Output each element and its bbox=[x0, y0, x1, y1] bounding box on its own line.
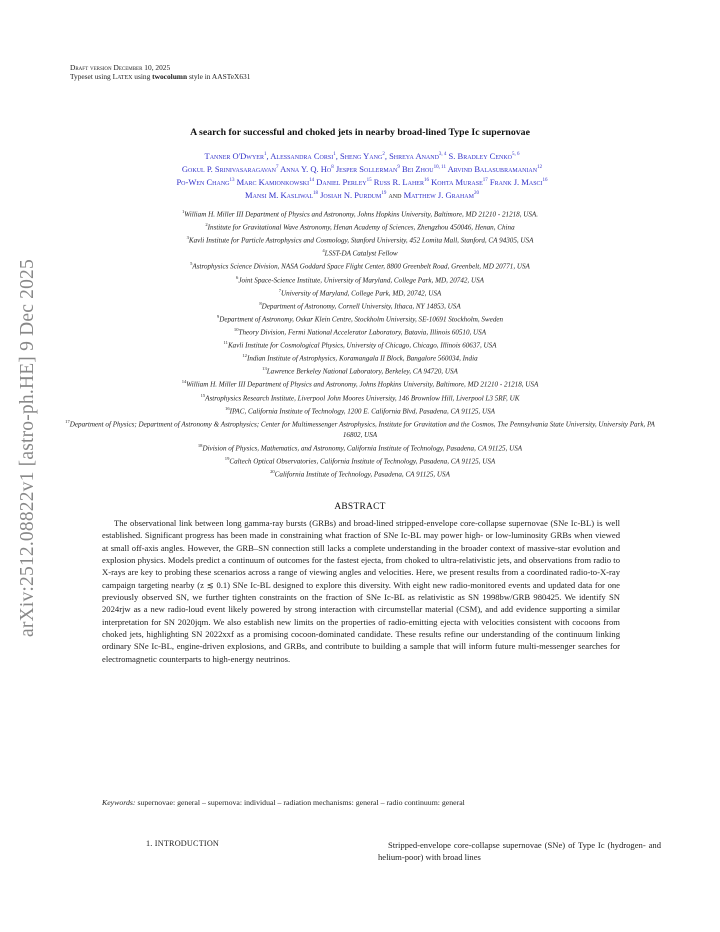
arxiv-sidebar bbox=[8, 238, 48, 658]
affiliation-text: Division of Physics, Mathematics, and Astronomy, California Institute of Technology, Pasadena, CA 91125, USA bbox=[202, 443, 523, 452]
author-affiliation-marker: 1 bbox=[333, 152, 336, 157]
author-affiliation-marker: 14 bbox=[309, 177, 315, 183]
affiliation-text: Kavli Institute for Cosmological Physics, University of Chicago, Chicago, Illinois 60637, USA bbox=[227, 341, 497, 350]
latex-logo: ATEX bbox=[117, 75, 133, 82]
affiliation-text: Department of Astronomy, Oskar Klein Centre, Stockholm University, SE-10691 Stockholm, Sweden bbox=[219, 315, 504, 324]
author-affiliation-marker: 17 bbox=[482, 177, 488, 183]
affiliation-number: 14 bbox=[181, 379, 187, 385]
affiliation bbox=[60, 207, 660, 220]
author-affiliation-marker: 12 bbox=[537, 164, 543, 170]
affiliation bbox=[60, 220, 660, 233]
affiliation-number: 18 bbox=[197, 442, 203, 448]
affiliation bbox=[60, 312, 660, 325]
abstract-heading: ABSTRACT bbox=[334, 502, 386, 512]
affiliation-text: Astrophysics Research Institute, Liverpool John Moores University, 146 Brownlow Hill, Liverpool L3 5RF, UK bbox=[205, 393, 520, 402]
affiliation-number: 4 bbox=[322, 248, 325, 254]
author-link[interactable]: Matthew J. Graham bbox=[403, 189, 474, 200]
affiliation-number: 8 bbox=[259, 300, 262, 306]
author-link[interactable]: Jesper Sollerman bbox=[335, 163, 398, 174]
author-link[interactable]: Sheng Yang bbox=[339, 150, 383, 161]
affiliation-number: 17 bbox=[65, 418, 70, 424]
author-link[interactable]: Bei Zhou bbox=[401, 163, 434, 174]
affiliation bbox=[60, 286, 660, 299]
author-link[interactable]: Arvind Balasubramanian bbox=[447, 163, 538, 174]
affiliation-text: Department of Astronomy, Cornell University, Ithaca, NY 14853, USA bbox=[261, 302, 461, 311]
affiliation-number: 13 bbox=[262, 366, 267, 372]
author-affiliation-marker: 13 bbox=[229, 177, 235, 183]
author-link[interactable]: Russ R. Laher bbox=[373, 176, 424, 187]
author-link[interactable]: Josiah N. Purdum bbox=[320, 189, 382, 200]
affiliation bbox=[60, 259, 660, 272]
affiliation bbox=[60, 273, 660, 286]
affiliation-text: Joint Space-Science Institute, University of Maryland, College Park, MD, 20742, USA bbox=[238, 275, 484, 284]
affiliation-text: LSST-DA Catalyst Fellow bbox=[324, 249, 398, 258]
paper-title: A search for successful and choked jets in nearby broad-lined Type Ic supernovae bbox=[190, 127, 530, 138]
author-link[interactable]: Marc Kamionkowski bbox=[236, 176, 310, 187]
authors-and: and bbox=[388, 189, 404, 200]
keywords-label: Keywords: bbox=[102, 798, 136, 807]
author-affiliation-marker: 20 bbox=[473, 190, 479, 196]
preprint-header bbox=[70, 63, 250, 84]
author-affiliation-marker: 16 bbox=[423, 177, 429, 183]
author-link[interactable]: Tanner O'Dwyer bbox=[204, 150, 264, 161]
author-affiliation-marker: 5, 6 bbox=[511, 152, 520, 157]
affiliation-number: 19 bbox=[224, 455, 230, 461]
affiliation-text: Astrophysics Science Division, NASA Goddard Space Flight Center, 8800 Greenbelt Road, Greenbelt, MD 20771, USA bbox=[192, 262, 530, 271]
author-link[interactable]: S. Bradley Cenko bbox=[448, 150, 512, 161]
author-affiliation-marker: 8 bbox=[331, 164, 334, 170]
affiliation bbox=[60, 454, 660, 467]
author-link[interactable]: Mansi M. Kasliwal bbox=[245, 189, 313, 200]
affiliation bbox=[60, 441, 660, 454]
affiliation bbox=[60, 404, 660, 417]
affiliation bbox=[60, 467, 660, 480]
author-affiliation-marker: 10, 11 bbox=[433, 164, 446, 170]
affiliation-list bbox=[60, 207, 660, 480]
author-affiliation-marker: 18 bbox=[313, 190, 318, 196]
affiliation-text: Indian Institute of Astrophysics, Koramangala II Block, Bangalore 560034, India bbox=[246, 354, 478, 363]
author-affiliation-marker: 1 bbox=[263, 152, 267, 157]
keywords bbox=[102, 797, 620, 809]
affiliation-number: 20 bbox=[270, 468, 275, 474]
affiliation-text: Department of Physics; Department of Astronomy & Astrophysics; Center for Multimessenger Astrophysics, Institute for Gravitation and the Cosmos, The Pennsylvania State University, University Park, PA 16802, USA bbox=[69, 420, 655, 439]
affiliation bbox=[60, 325, 660, 338]
affiliation-text: University of Maryland, College Park, MD, 20742, USA bbox=[281, 289, 442, 298]
author-link[interactable]: Kohta Murase bbox=[431, 176, 483, 187]
affiliation-number: 2 bbox=[205, 222, 208, 228]
affiliation-text: Caltech Optical Observatories, California Institute of Technology, Pasadena, CA 91125, USA bbox=[229, 457, 496, 466]
affiliation-number: 9 bbox=[216, 313, 220, 319]
author-link[interactable]: Gokul P. Srinivasaragavan bbox=[181, 163, 276, 174]
affiliation bbox=[60, 246, 660, 259]
affiliation-text: Kavli Institute for Particle Astrophysics and Cosmology, Stanford University, 452 Lomita Mall, Stanford, CA 94305, USA bbox=[188, 236, 534, 245]
author-link[interactable]: Frank J. Masci bbox=[489, 176, 543, 187]
affiliation-number: 6 bbox=[236, 274, 239, 280]
author-link[interactable]: Shreya Anand bbox=[389, 150, 439, 161]
affiliation-number: 7 bbox=[278, 287, 282, 293]
affiliation bbox=[60, 338, 660, 351]
abstract-body: The observational link between long gamma-ray bursts (GRBs) and broad-lined stripped-envelope core-collapse supernovae (SNe Ic-BL) is well established. Significant progress has been made in constraining what fraction of SNe Ic-BL may power high- or low-luminosity GRBs when viewed at small off-axis angles. However, the GRB–SN connection still lacks a complete understanding in the broader context of massive-star evolution and explosion physics. Models predict a continuum of outcomes for the fastest ejecta, from choked to ultra-relativistic jets, and observations from radio to X-rays are key to probing these scenarios across a range of viewing angles and velocities. Here, we present results from a coordinated radio-to-X-ray campaign targeting nearby (z ≲ 0.1) SNe Ic-BL designed to explore this diversity. With eight new radio-monitored events and updated data for one previously observed SN, we further tighten constraints on the fraction of SNe Ic-BL as relativistic as SN 1998bw/GRB 980425. We identify SN 2024rjw as a new radio-loud event likely powered by strong interaction with circumstellar material (CSM), and add evidence supporting a similar interpretation for SN 2020jqm. We also establish new limits on the properties of radio-emitting ejecta with velocities consistent with cocoons from choked jets, highlighting SN 2022xxf as a promising cocoon-dominated candidate. These results refine our understanding of the continuum linking ordinary SNe Ic-BL, engine-driven explosions, and GRBs, and contribute to building a sample that will inform future multi-messenger searches for electromagnetic counterparts to high-energy neutrinos. bbox=[102, 518, 620, 664]
affiliation bbox=[60, 233, 660, 246]
affiliation bbox=[60, 391, 660, 404]
affiliation-text: William H. Miller III Department of Physics and Astronomy, Johns Hopkins University, Baltimore, MD 21210 - 21218, USA bbox=[186, 380, 539, 389]
arxiv-id[interactable]: arXiv:2512.08822v1 [astro-ph.HE] 9 Dec 2025 bbox=[17, 259, 38, 637]
affiliation-number: 12 bbox=[242, 353, 247, 359]
affiliation-number: 16 bbox=[225, 405, 230, 411]
draft-version: Draft version December 10, 2025 bbox=[70, 63, 171, 72]
introduction-text: Stripped-envelope core-collapse supernovae (SNe) of Type Ic (hydrogen- and helium-poor) with broad lines bbox=[378, 840, 661, 863]
author-affiliation-marker: 9 bbox=[397, 164, 400, 170]
affiliation-number: 15 bbox=[200, 392, 206, 398]
author-link[interactable]: Alessandra Corsi bbox=[270, 150, 334, 161]
affiliation-text: Lawrence Berkeley National Laboratory, Berkeley, CA 94720, USA bbox=[266, 367, 458, 376]
author-link[interactable]: Daniel Perley bbox=[316, 176, 367, 187]
affiliation-number: 10 bbox=[233, 326, 239, 332]
affiliation-text: William H. Miller III Department of Physics and Astronomy, Johns Hopkins University, Baltimore, MD 21210 - 21218, USA. bbox=[184, 210, 539, 219]
author-list: Tanner O'Dwyer$^1$, Alessandra Corsi$^1$, Sheng Yang$^2$, Shreya Anand$^{3, 4}$ S. Bradley Cenko$^{5, 6}$ Gokul P. Srinivasaragavan$^7$ Anna Y. Q. Ho$^8$ Jesper Sollerman$^9$ Bei Zhou$^{10, 11}$ Arvind Balasubramanian$^{12}$ Po-Wen Chang$^{13}$ Marc Kamionkowski$^{14}$ Daniel Perley$^{15}$ Russ R. Laher$^{16}$ Kohta Murase$^{17}$ Frank J. Masci$^{16}$ Mansi M. Kasliwal$^{18}$ Josiah N. Purdum$^{19}$ and Matthew J. Graham$^{20}$ bbox=[176, 150, 548, 200]
affiliation-text: Theory Division, Fermi National Accelerator Laboratory, Batavia, Illinois 60510, USA bbox=[238, 328, 487, 337]
affiliation bbox=[60, 377, 660, 390]
author-affiliation-marker: 19 bbox=[381, 190, 387, 196]
affiliation-text: Institute for Gravitational Wave Astronomy, Henan Academy of Sciences, Zhengzhou 450046, Henan, China bbox=[207, 223, 515, 232]
affiliation-text: IPAC, California Institute of Technology, 1200 E. California Blvd, Pasadena, CA 91125, USA bbox=[229, 407, 495, 415]
typeset-line: Typeset using LATEX using twocolumn style in AASTeX631 bbox=[70, 72, 251, 82]
affiliation bbox=[60, 417, 660, 441]
affiliation bbox=[60, 299, 660, 312]
affiliation-number: 11 bbox=[223, 340, 228, 346]
affiliation bbox=[60, 364, 660, 377]
affiliation-number: 1 bbox=[181, 209, 185, 214]
author-affiliation-marker: 3, 4 bbox=[438, 152, 447, 157]
affiliation bbox=[60, 351, 660, 364]
author-affiliation-marker: 15 bbox=[366, 177, 372, 183]
author-affiliation-marker: 7 bbox=[275, 164, 279, 170]
affiliation-text: California Institute of Technology, Pasadena, CA 91125, USA bbox=[274, 470, 450, 479]
author-affiliation-marker: 16 bbox=[542, 177, 548, 183]
section-heading-introduction: 1. INTRODUCTION bbox=[146, 839, 220, 848]
affiliation-number: 3 bbox=[186, 235, 189, 241]
affiliation-number: 5 bbox=[190, 261, 193, 267]
keywords-value: supernovae: general – supernova: individual – radiation mechanisms: general – radio continuum: general bbox=[137, 798, 465, 807]
author-affiliation-marker: 2 bbox=[382, 152, 385, 157]
author-link[interactable]: Po-Wen Chang bbox=[176, 176, 230, 187]
author-link[interactable]: Anna Y. Q. Ho bbox=[280, 163, 332, 174]
